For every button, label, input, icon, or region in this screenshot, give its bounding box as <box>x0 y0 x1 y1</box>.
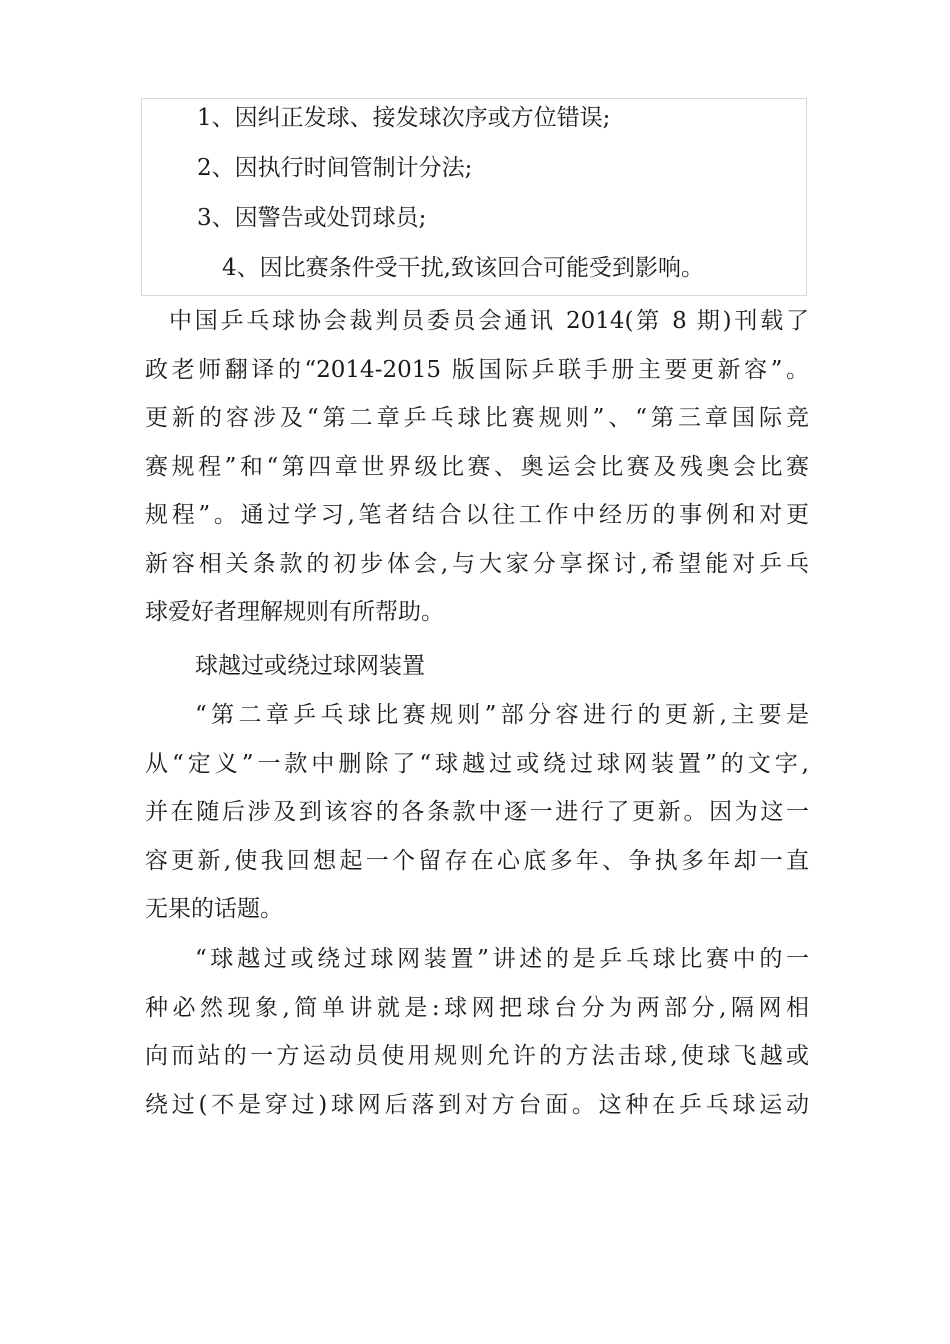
list-item: 3、因警告或处罚球员; <box>197 205 427 231</box>
paragraph-line: 政老师翻译的“2014-2015 版国际乒联手册主要更新容”。 <box>145 356 809 383</box>
paragraph-line: 中国乒乓球协会裁判员委员会通讯 2014(第 8 期)刊载了 <box>169 308 809 334</box>
paragraph-line: 更新的容涉及“第二章乒乓球比赛规则”、“第三章国际竞 <box>145 405 809 431</box>
paragraph-line: 球爱好者理解规则有所帮助。 <box>145 599 444 625</box>
paragraph-line: 规程”。通过学习,笔者结合以往工作中经历的事例和对更 <box>145 502 809 528</box>
paragraph-line: 从“定义”一款中删除了“球越过或绕过球网装置”的文字, <box>145 750 809 777</box>
paragraph-line: “第二章乒乓球比赛规则”部分容进行的更新,主要是 <box>195 702 809 728</box>
paragraph-intro <box>145 297 809 637</box>
paragraph-line: 并在随后涉及到该容的各条款中逐一进行了更新。因为这一 <box>145 799 809 825</box>
paragraph-net <box>145 935 809 1129</box>
list-item: 4、因比赛条件受干扰,致该回合可能受到影响。 <box>222 255 704 281</box>
list-item: 1、因纠正发球、接发球次序或方位错误; <box>197 105 611 131</box>
paragraph-line: 新容相关条款的初步体会,与大家分享探讨,希望能对乒乓 <box>145 550 809 577</box>
paragraph-line: 无果的话题。 <box>145 896 283 922</box>
paragraph-update <box>145 691 809 934</box>
paragraph-line: 绕过(不是穿过)球网后落到对方台面。这种在乒乓球运动 <box>145 1091 809 1118</box>
list-item: 2、因执行时间管制计分法; <box>197 155 473 181</box>
paragraph-line: “球越过或绕过球网装置”讲述的是乒乓球比赛中的一 <box>195 946 809 972</box>
paragraph-line: 向而站的一方运动员使用规则允许的方法击球,使球飞越或 <box>145 1043 809 1069</box>
paragraph-line: 赛规程”和“第四章世界级比赛、奥运会比赛及残奥会比赛 <box>145 453 809 480</box>
section-heading: 球越过或绕过球网装置 <box>195 653 425 679</box>
bordered-list-box <box>141 98 807 296</box>
paragraph-line: 种必然现象,简单讲就是:球网把球台分为两部分,隔网相 <box>145 994 809 1021</box>
paragraph-line: 容更新,使我回想起一个留存在心底多年、争执多年却一直 <box>145 847 809 874</box>
